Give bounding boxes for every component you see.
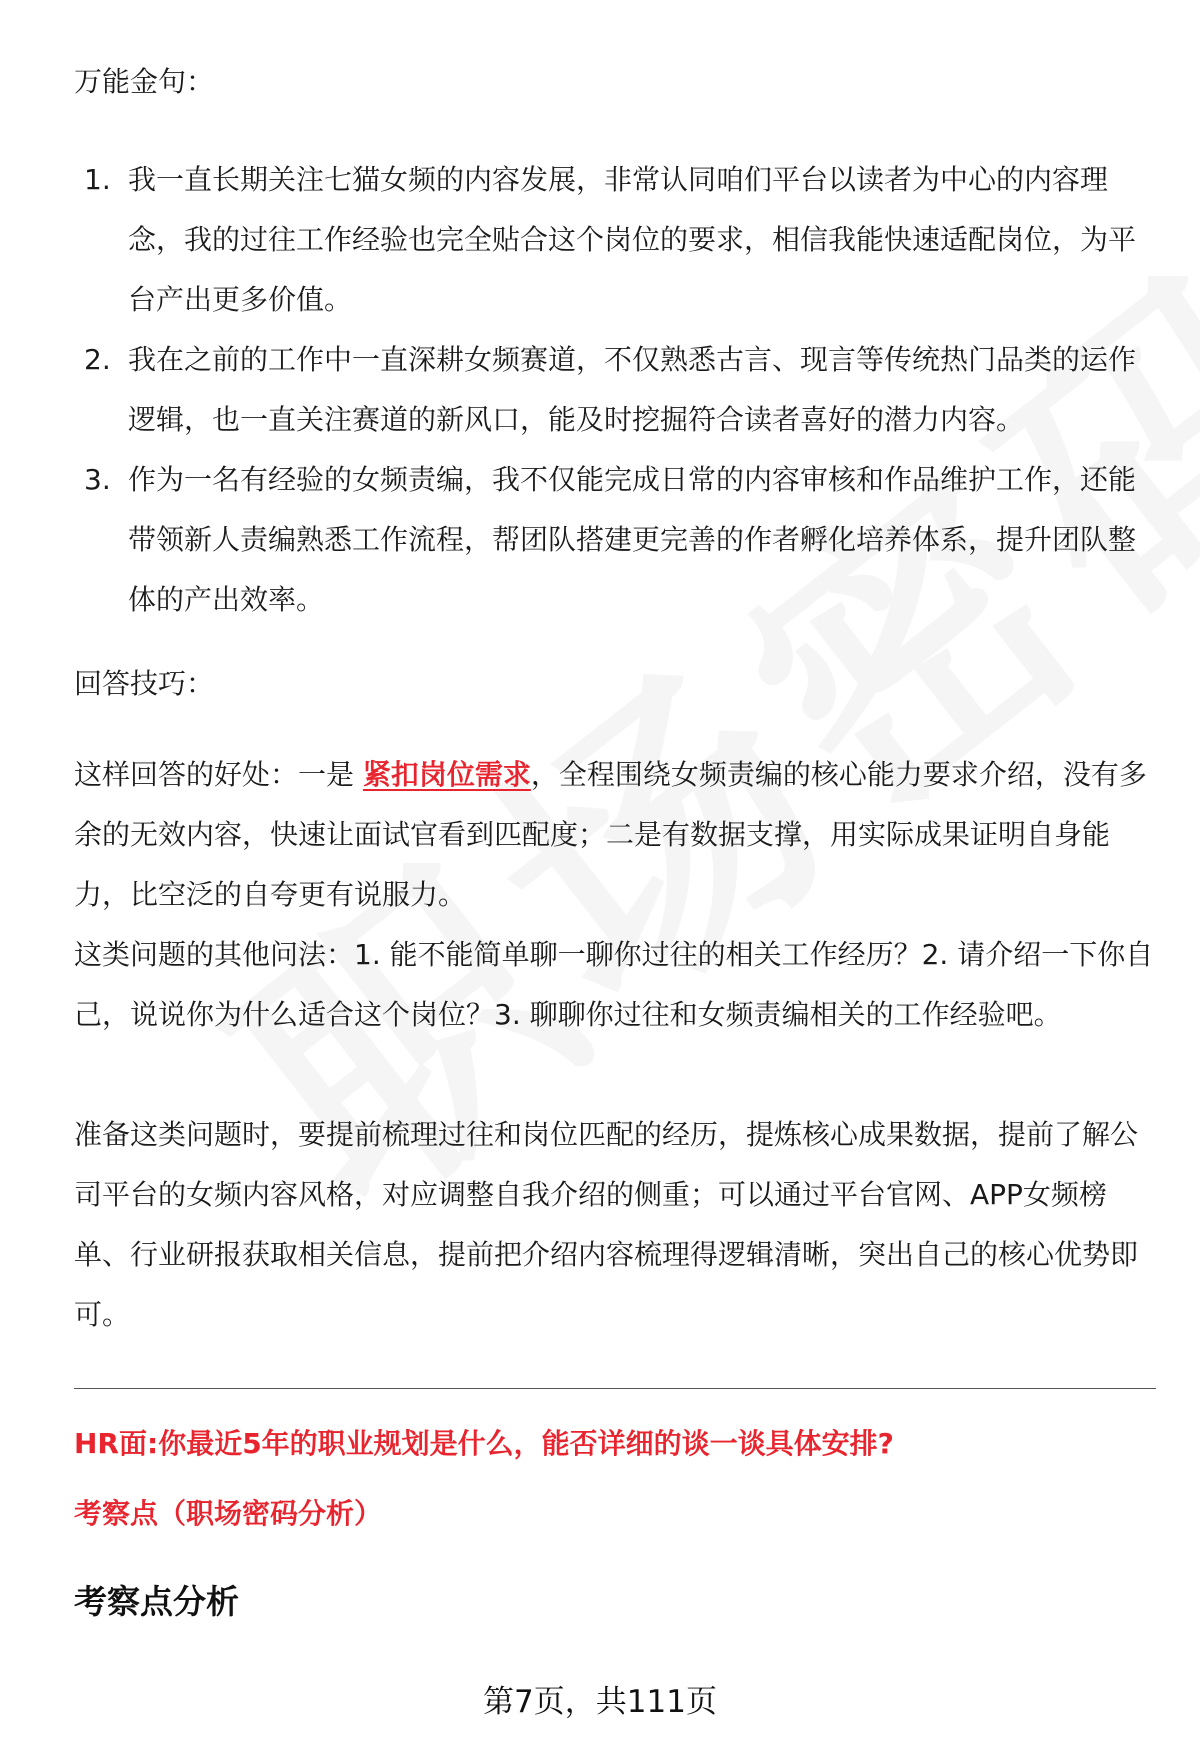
golden-sentence-list: [74, 150, 1154, 630]
list-item-text: 我在之前的工作中一直深耕女频赛道，不仅熟悉古言、现言等传统热门品类的运作逻辑，也一直关注赛道的新风口，能及时挖掘符合读者喜好的潜力内容。: [128, 343, 1137, 436]
tips-paragraph: [74, 745, 1154, 925]
list-item-text: 我一直长期关注七猫女频的内容发展，非常认同咱们平台以读者为中心的内容理念，我的过往工作经验也完全贴合这个岗位的要求，相信我能快速适配岗位，为平台产出更多价值。: [128, 163, 1137, 316]
alternative-questions-paragraph: 这类问题的其他问法：1. 能不能简单聊一聊你过往的相关工作经历？2. 请介绍一下你自己，说说你为什么适合这个岗位？3. 聊聊你过往和女频责编相关的工作经验吧。: [74, 938, 1154, 1031]
list-item: [74, 330, 1154, 450]
question-subtitle: 考察点（职场密码分析）: [74, 1497, 383, 1530]
list-item: [74, 150, 1154, 330]
section-label-answer-tips: 回答技巧：: [74, 667, 215, 700]
page-number: 第7页，共111页: [483, 1684, 717, 1720]
highlight-text: 紧扣岗位需求: [362, 758, 531, 791]
section-label-golden-sentences: 万能金句：: [74, 65, 215, 98]
list-number: 1.: [84, 163, 111, 196]
question-title: HR面:你最近5年的职业规划是什么，能否详细的谈一谈具体安排?: [74, 1427, 894, 1460]
preparation-paragraph: 准备这类问题时，要提前梳理过往和岗位匹配的经历，提炼核心成果数据，提前了解公司平台的女频内容风格，对应调整自我介绍的侧重；可以通过平台官网、APP女频榜单、行业研报获取相关信息，提前把介绍内容梳理得逻辑清晰，突出自己的核心优势即可。: [74, 1118, 1139, 1331]
list-item-text: 作为一名有经验的女频责编，我不仅能完成日常的内容审核和作品维护工作，还能带领新人责编熟悉工作流程，帮团队搭建更完善的作者孵化培养体系，提升团队整体的产出效率。: [128, 463, 1137, 616]
tips-text-after: ，全程围绕女频责编的核心能力要求介绍，没有多余的无效内容，快速让面试官看到匹配度；二是有数据支撑，用实际成果证明自身能力，比空泛的自夸更有说服力。: [74, 758, 1147, 911]
tips-text-before: 这样回答的好处：一是: [74, 758, 363, 791]
section-heading: 考察点分析: [74, 1582, 239, 1621]
list-number: 3.: [84, 463, 111, 496]
list-number: 2.: [84, 343, 111, 376]
divider: [74, 1388, 1156, 1389]
list-item: [74, 450, 1154, 630]
